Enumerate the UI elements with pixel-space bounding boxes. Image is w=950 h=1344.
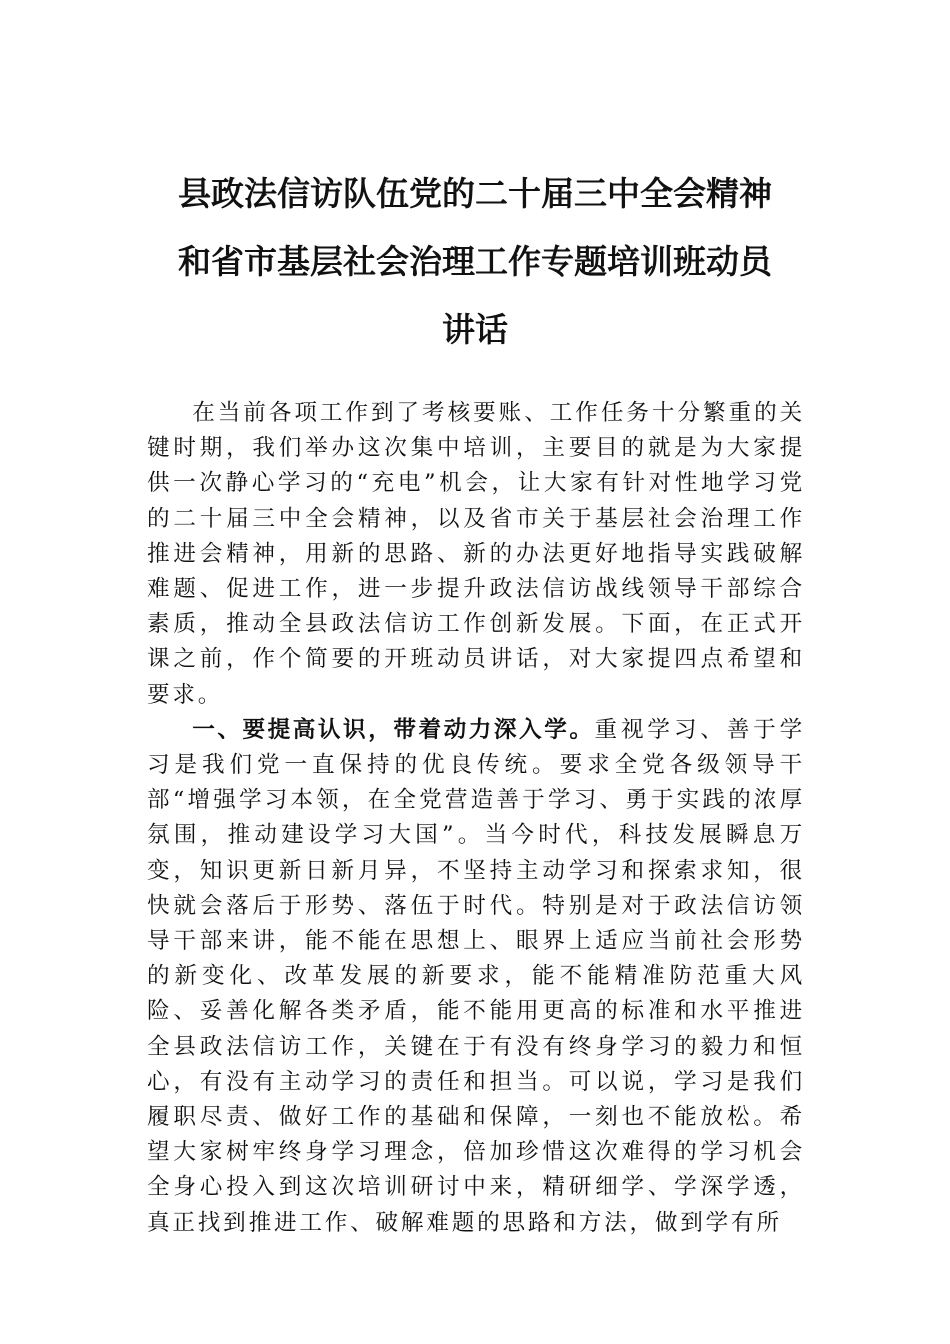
paragraph-intro [147, 396, 805, 713]
title-line-3: 讲话 [442, 310, 508, 349]
title-line-1: 县政法信访队伍党的二十届三中全会精神 [178, 174, 772, 213]
paragraph-section-1-text: 重视学习、善于学习是我们党一直保持的优良传统。要求全党各级领导干部“增强学习本领，在全党营造善于学习、勇于实践的浓厚氛围，推动建设学习大国”。当今时代，科技发展瞬息万变，知识更新日新月异，不坚持主动学习和探索求知，很快就会落后于形势、落伍于时代。特别是对于政法信访领导干部来讲，能不能在思想上、眼界上适应当前社会形势的新变化、改革发展的新要求，能不能精准防范重大风险、妥善化解各类矛盾，能不能用更高的标准和水平推进全县政法信访工作，关键在于有没有终身学习的毅力和恒心，有没有主动学习的责任和担当。可以说，学习是我们履职尽责、做好工作的基础和保障，一刻也不能放松。希望大家树牢终身学习理念，倍加珍惜这次难得的学习机会全身心投入到这次培训研讨中来，精研细学、学深学透，真正找到推进工作、破解难题的思路和方法，做到学有所 [147, 716, 806, 1236]
section-1-heading: 一、要提高认识，带着动力深入学。 [192, 716, 595, 743]
paragraph-section-1 [147, 713, 805, 1241]
document-title [140, 160, 810, 364]
document-body [147, 396, 805, 1241]
paragraph-intro-text: 在当前各项工作到了考核要账、工作任务十分繁重的关键时期，我们举办这次集中培训，主要目的就是为大家提供一次静心学习的“充电”机会，让大家有针对性地学习党的二十届三中全会精神，以及省市关于基层社会治理工作推进会精神，用新的思路、新的办法更好地指导实践破解难题、促进工作，进一步提升政法信访战线领导干部综合素质，推动全县政法信访工作创新发展。下面，在正式开课之前，作个简要的开班动员讲话，对大家提四点希望和要求。 [147, 400, 805, 708]
title-line-2: 和省市基层社会治理工作专题培训班动员 [178, 242, 772, 281]
